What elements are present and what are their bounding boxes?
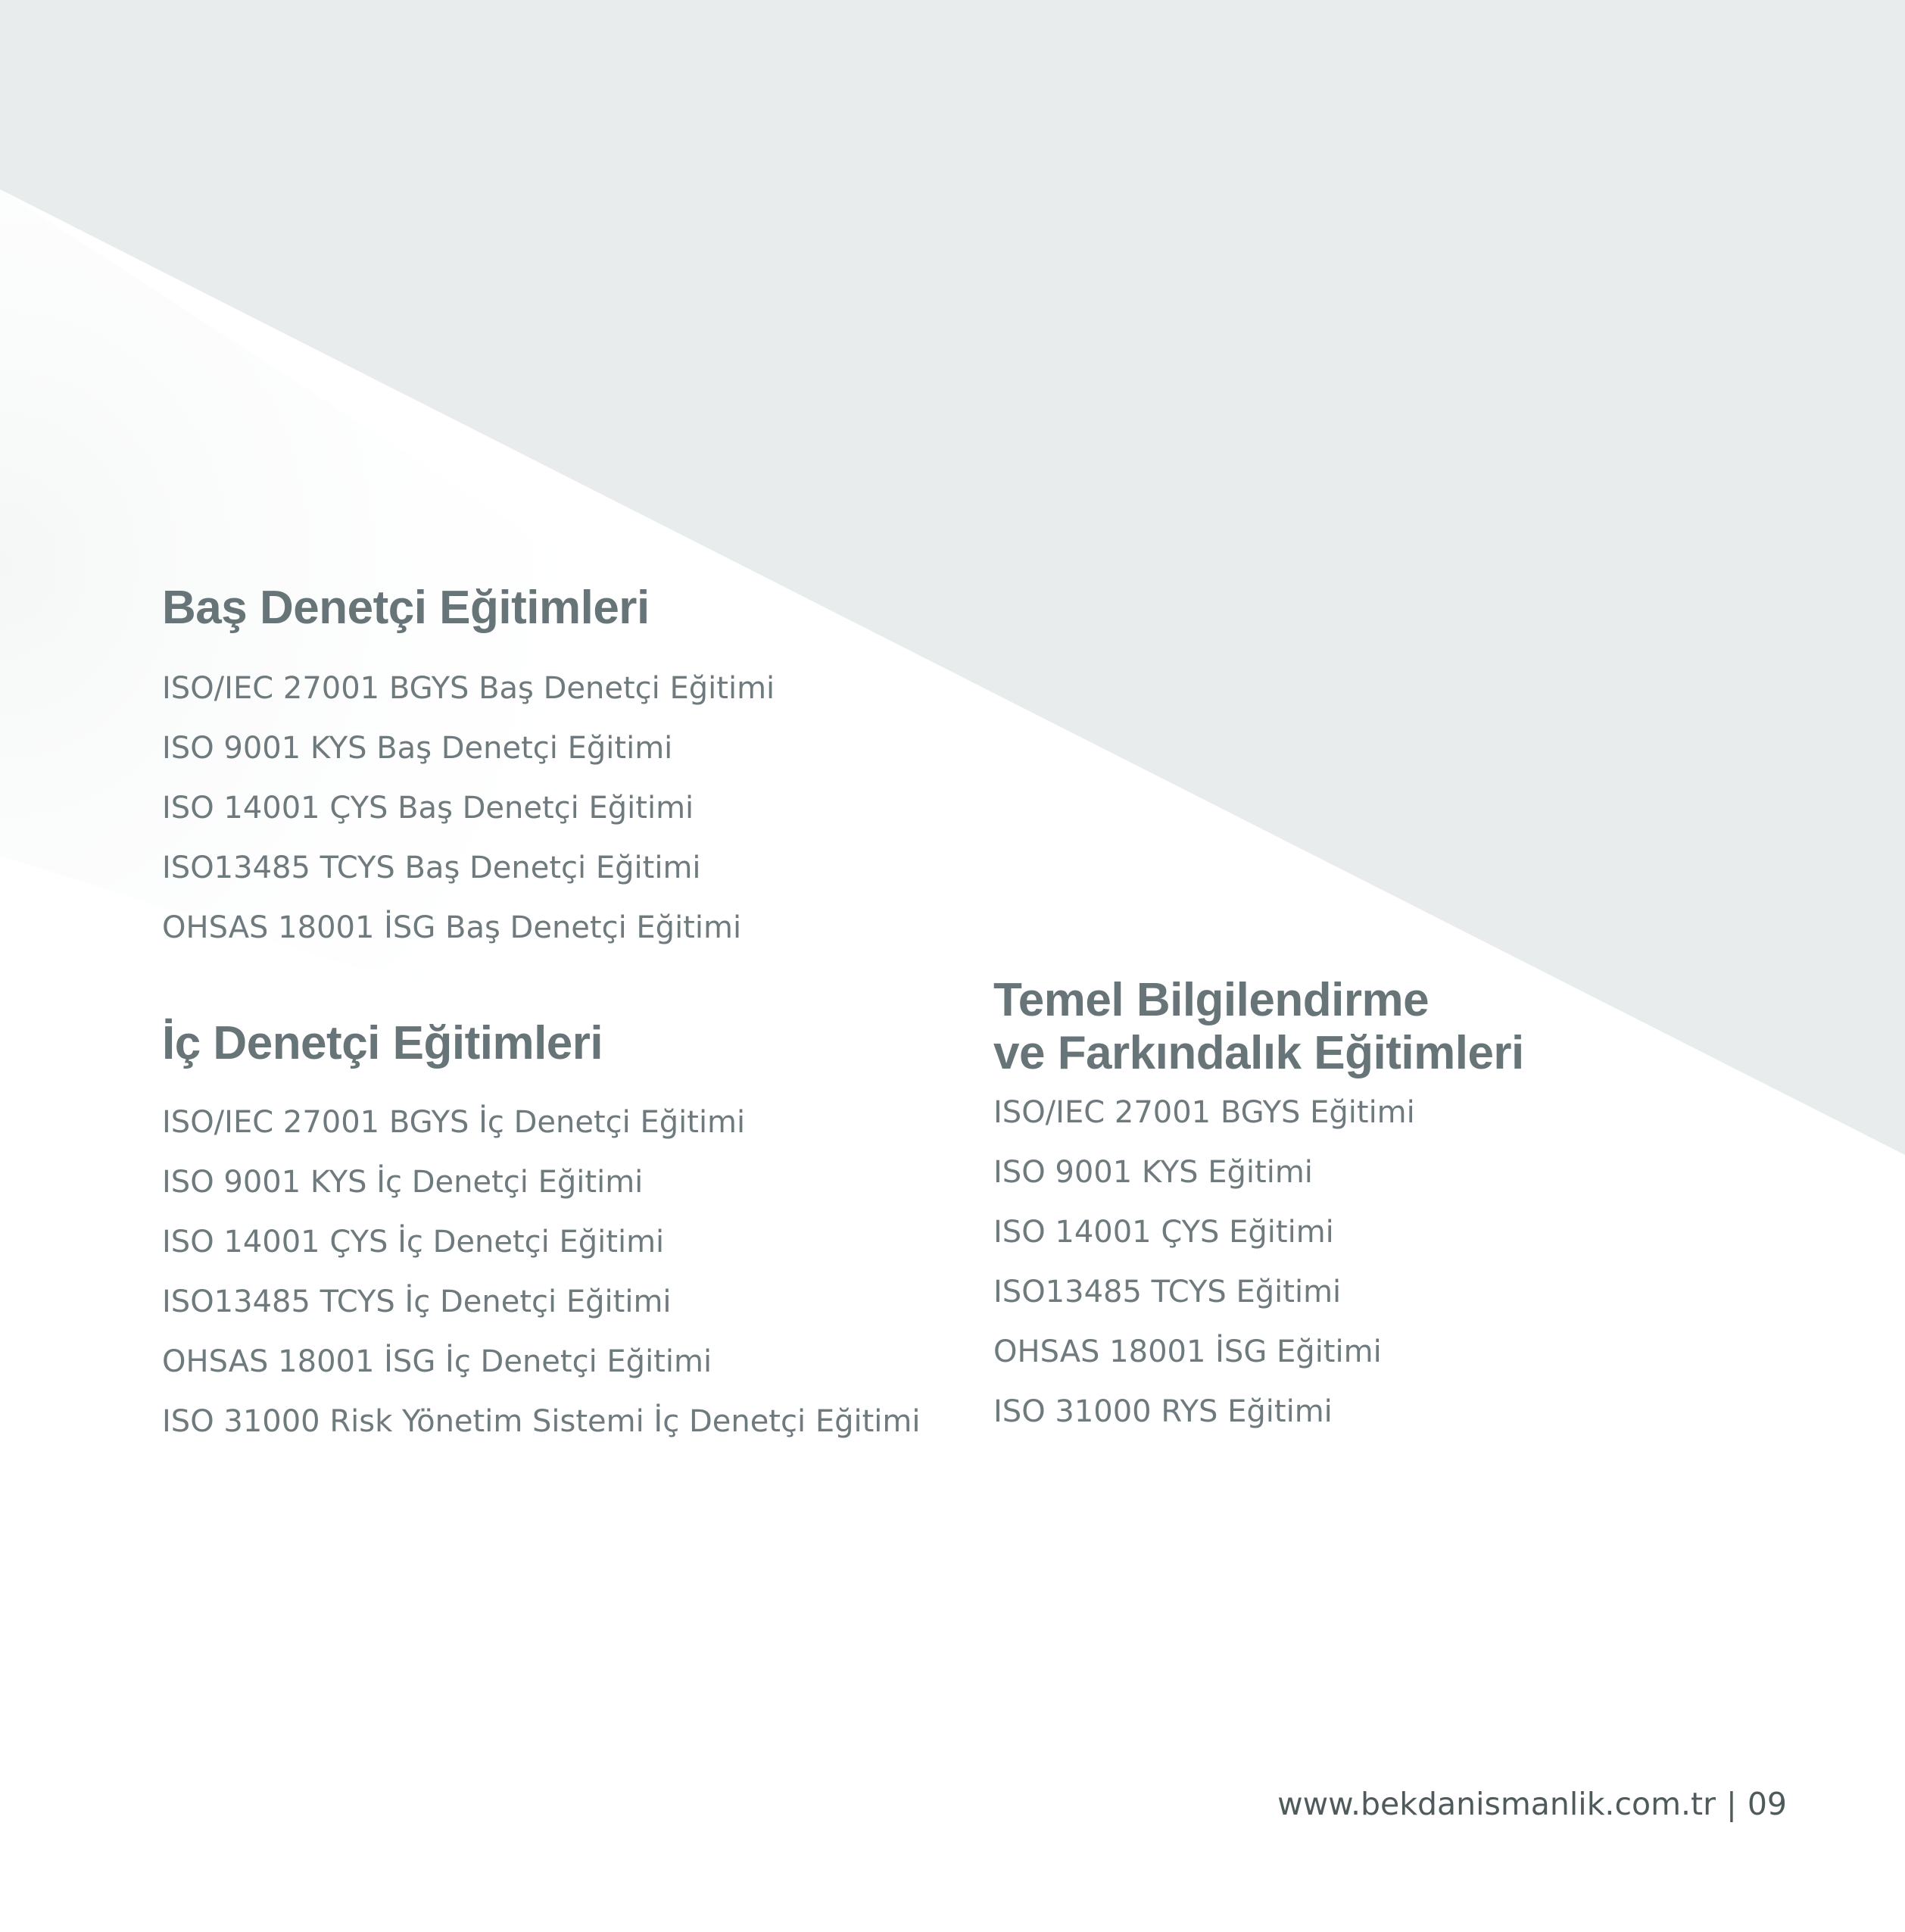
list-item: OHSAS 18001 İSG Baş Denetçi Eğitimi [162, 910, 742, 945]
list-item: ISO13485 TCYS Baş Denetçi Eğitimi [162, 851, 701, 885]
temel-heading-line1: Temel Bilgilendirme [993, 974, 1430, 1026]
list-item: ISO13485 TCYS Eğitimi [993, 1275, 1342, 1309]
ic-denetci-section [162, 1017, 920, 1452]
list-item: OHSAS 18001 İSG İç Denetçi Eğitimi [162, 1344, 712, 1379]
bas-denetci-heading: Baş Denetçi Eğitimleri [162, 582, 650, 634]
list-item: ISO 9001 KYS İç Denetçi Eğitimi [162, 1165, 644, 1200]
temel-egitim-heading [993, 974, 1524, 1080]
list-item: ISO/IEC 27001 BGYS İç Denetçi Eğitimi [162, 1105, 746, 1140]
list-item: ISO 31000 Risk Yönetim Sistemi İç Denetçi Eğitimi [162, 1404, 921, 1439]
list-item: ISO 14001 ÇYS Baş Denetçi Eğitimi [162, 791, 694, 826]
bas-denetci-section [162, 582, 775, 958]
list-item: ISO 31000 RYS Eğitimi [993, 1394, 1333, 1429]
ic-denetci-heading: İç Denetçi Eğitimleri [162, 1017, 603, 1069]
page-number: 09 [1747, 1786, 1787, 1822]
list-item: ISO/IEC 27001 BGYS Eğitimi [993, 1095, 1415, 1130]
list-item: ISO 9001 KYS Eğitimi [993, 1155, 1313, 1190]
website-link[interactable]: www.bekdanismanlik.com.tr [1277, 1786, 1716, 1822]
list-item: ISO 14001 ÇYS Eğitimi [993, 1215, 1334, 1250]
footer-separator: | [1726, 1786, 1737, 1822]
temel-heading-line2: ve Farkındalık Eğitimleri [993, 1027, 1524, 1079]
list-item: OHSAS 18001 İSG Eğitimi [993, 1334, 1382, 1369]
bas-denetci-list [162, 659, 775, 958]
list-item: ISO 14001 ÇYS İç Denetçi Eğitimi [162, 1225, 665, 1259]
ic-denetci-list [162, 1093, 920, 1452]
temel-egitim-list [993, 1083, 1524, 1442]
list-item: ISO13485 TCYS İç Denetçi Eğitimi [162, 1284, 672, 1319]
temel-egitim-section [993, 974, 1524, 1442]
list-item: ISO 9001 KYS Baş Denetçi Eğitimi [162, 731, 673, 766]
page-footer [1277, 1781, 1787, 1827]
list-item: ISO/IEC 27001 BGYS Baş Denetçi Eğitimi [162, 671, 775, 706]
